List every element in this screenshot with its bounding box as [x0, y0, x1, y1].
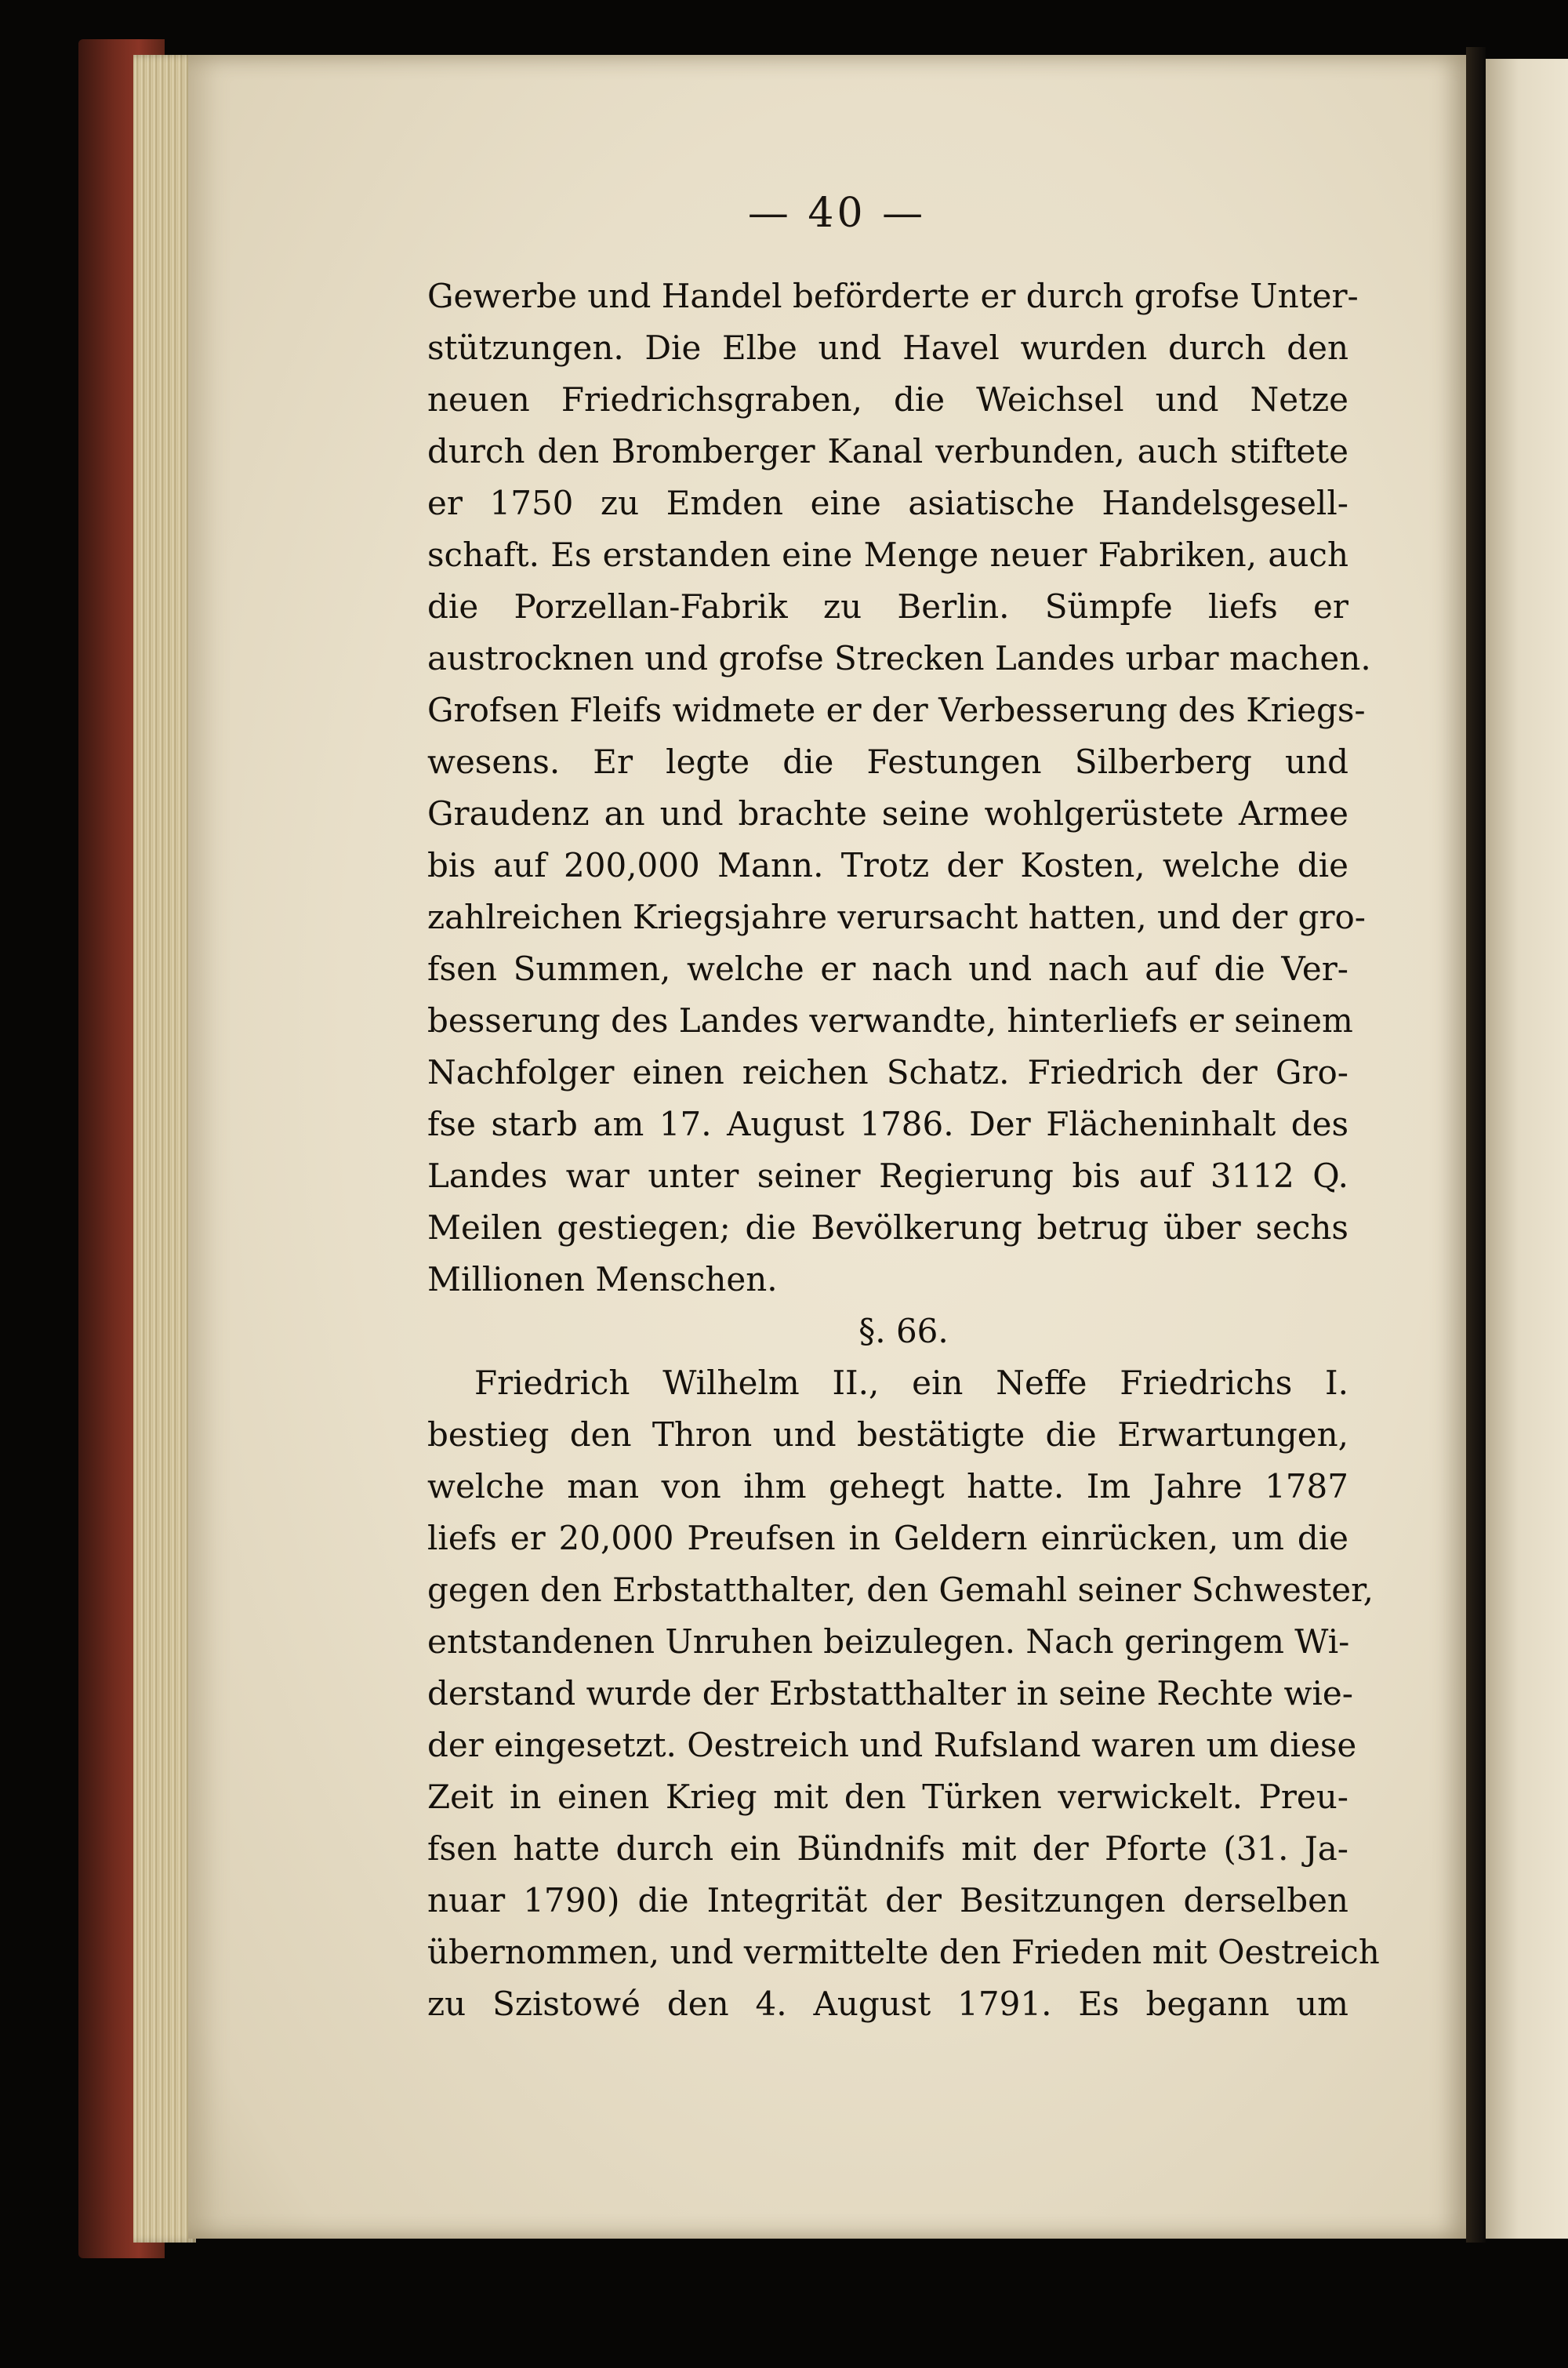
- text-line: schaft. Es erstanden eine Menge neuer Fabriken, auch: [427, 536, 1348, 574]
- text-line: fse starb am 17. August 1786. Der Flächeninhalt des: [427, 1105, 1348, 1143]
- text-line: er 1750 zu Emden eine asiatische Handelsgesell-: [427, 484, 1348, 522]
- text-line: übernommen, und vermittelte den Frieden mit Oestreich: [427, 1933, 1380, 1971]
- text-line: stützungen. Die Elbe und Havel wurden durch den: [427, 329, 1348, 367]
- text-line: entstandenen Unruhen beizulegen. Nach geringem Wi-: [427, 1622, 1350, 1661]
- text-line: Friedrich Wilhelm II., ein Neffe Friedrichs I.: [474, 1364, 1348, 1402]
- text-line: gegen den Erbstatthalter, den Gemahl seiner Schwester,: [427, 1571, 1374, 1609]
- text-line: die Porzellan-Fabrik zu Berlin. Sümpfe liefs er: [427, 587, 1348, 626]
- page-number: — 40 —: [747, 190, 927, 237]
- text-line: besserung des Landes verwandte, hinterliefs er seinem: [427, 1001, 1353, 1040]
- text-line: Meilen gestiegen; die Bevölkerung betrug über sechs: [427, 1208, 1348, 1247]
- text-line: wesens. Er legte die Festungen Silberberg und: [427, 743, 1348, 781]
- text-line: welche man von ihm gehegt hatte. Im Jahre 1787: [427, 1467, 1348, 1505]
- text-line: Millionen Menschen.: [427, 1260, 778, 1298]
- text-line: Landes war unter seiner Regierung bis auf 3112 Q.: [427, 1157, 1348, 1195]
- text-line: zu Szistowé den 4. August 1791. Es begann um: [427, 1985, 1348, 2023]
- book-gutter: [1466, 47, 1486, 2243]
- text-line: durch den Bromberger Kanal verbunden, auch stiftete: [427, 432, 1348, 470]
- text-line: Grofsen Fleifs widmete er der Verbesserung des Kriegs-: [427, 691, 1366, 729]
- text-line: Nachfolger einen reichen Schatz. Friedrich der Gro-: [427, 1053, 1348, 1091]
- text-line: fsen hatte durch ein Bündnifs mit der Pforte (31. Ja-: [427, 1829, 1348, 1868]
- text-line: nuar 1790) die Integrität der Besitzungen derselben: [427, 1881, 1348, 1919]
- text-line: neuen Friedrichsgraben, die Weichsel und Netze: [427, 380, 1348, 419]
- text-line: fsen Summen, welche er nach und nach auf die Ver-: [427, 950, 1348, 988]
- text-line: liefs er 20,000 Preufsen in Geldern einrücken, um die: [427, 1519, 1348, 1557]
- page-text: [427, 271, 1380, 2030]
- text-line: derstand wurde der Erbstatthalter in seine Rechte wie-: [427, 1674, 1353, 1712]
- text-line: Zeit in einen Krieg mit den Türken verwickelt. Preu-: [427, 1778, 1348, 1816]
- text-line: bestieg den Thron und bestätigte die Erwartungen,: [427, 1415, 1348, 1454]
- page-edges: [133, 55, 196, 2243]
- text-line: zahlreichen Kriegsjahre verursacht hatten, und der gro-: [427, 898, 1366, 936]
- text-line: der eingesetzt. Oestreich und Rufsland waren um diese: [427, 1726, 1357, 1764]
- text-line: austrocknen und grofse Strecken Landes urbar machen.: [427, 639, 1371, 677]
- text-line: bis auf 200,000 Mann. Trotz der Kosten, welche die: [427, 846, 1348, 884]
- facing-page-edge: [1486, 59, 1568, 2239]
- text-line: Gewerbe und Handel beförderte er durch grofse Unter-: [427, 277, 1359, 315]
- text-line: Graudenz an und brachte seine wohlgerüstete Armee: [427, 794, 1348, 833]
- section-heading: §. 66.: [858, 1312, 949, 1350]
